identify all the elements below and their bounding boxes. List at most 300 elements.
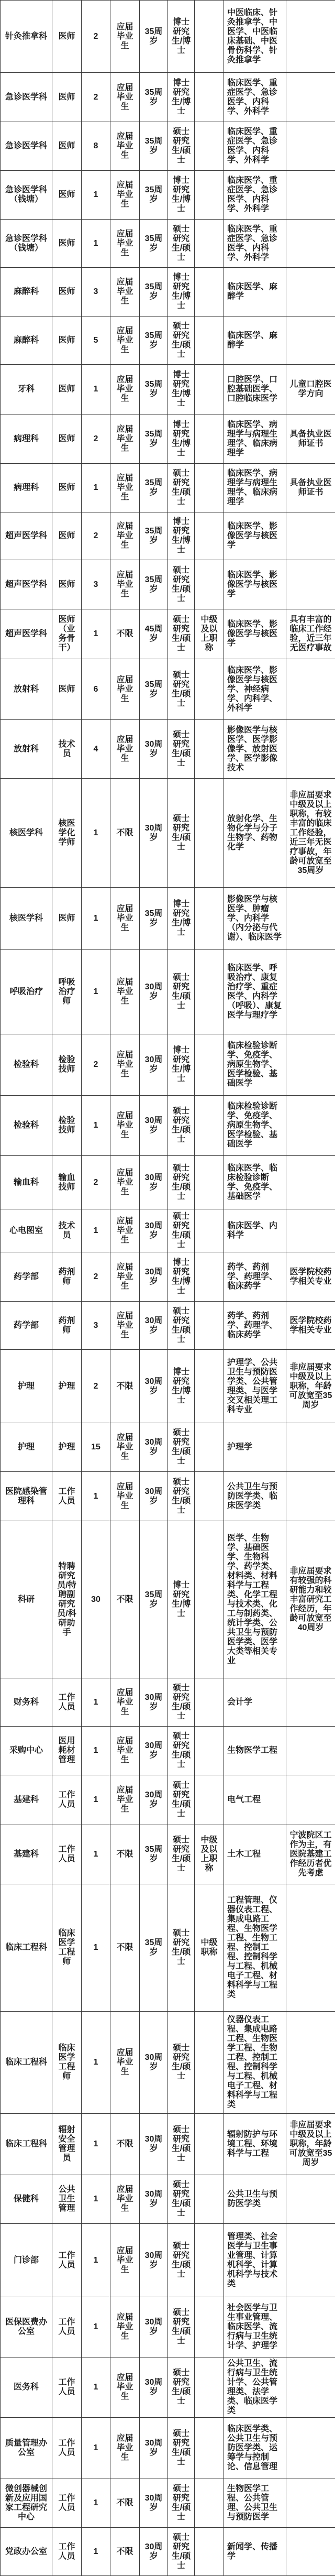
cell-position: 工作人员 xyxy=(52,2297,82,2357)
cell-degree: 硕士研究生/硕士 xyxy=(168,2012,195,2114)
cell-note: 医学院校药学相关专业 xyxy=(286,1252,335,1302)
cell-note: 儿童口腔医学方向 xyxy=(286,365,335,414)
cell-title xyxy=(195,1209,224,1252)
cell-grad: 不限 xyxy=(110,1825,140,1884)
cell-age: 30周岁 xyxy=(140,1775,168,1825)
table-row xyxy=(1,779,335,888)
cell-degree: 硕士研究生/硕士 xyxy=(168,1302,195,1350)
cell-age: 35周岁 xyxy=(140,365,168,414)
cell-position: 医用耗材管理 xyxy=(52,1727,82,1775)
cell-note xyxy=(286,950,335,1034)
table-row xyxy=(1,1209,335,1252)
cell-age: 30周岁 xyxy=(140,2357,168,2418)
cell-department: 检验科 xyxy=(1,1034,52,1096)
cell-degree: 博士研究生/博士 xyxy=(168,1252,195,1302)
cell-department: 保健科 xyxy=(1,2175,52,2224)
cell-majors: 护理学 xyxy=(224,1423,286,1472)
cell-degree: 硕士研究生/硕士 xyxy=(168,950,195,1034)
cell-title xyxy=(195,1096,224,1156)
cell-position: 核医学化学师 xyxy=(52,779,82,888)
table-row xyxy=(1,560,335,609)
cell-age: 35周岁 xyxy=(140,73,168,122)
table-row xyxy=(1,414,335,464)
cell-degree: 硕士研究生/硕士 xyxy=(168,2175,195,2224)
cell-position: 工作人员 xyxy=(52,2224,82,2297)
table-row xyxy=(1,659,335,720)
cell-title xyxy=(195,1727,224,1775)
cell-majors: 临床医学、影像医学与核医学 xyxy=(224,512,286,560)
cell-majors: 临床医学、麻醉学 xyxy=(224,316,286,365)
cell-count: 1 xyxy=(82,1884,110,2012)
cell-note xyxy=(286,1678,335,1727)
cell-position: 工作人员 xyxy=(52,2528,82,2576)
cell-position: 药剂师 xyxy=(52,1252,82,1302)
cell-department: 超声医学科 xyxy=(1,512,52,560)
cell-majors: 药学、药剂学、药理学、临床药学 xyxy=(224,1252,286,1302)
cell-title xyxy=(195,220,224,268)
cell-count: 2 xyxy=(82,1156,110,1209)
cell-count: 1 xyxy=(82,1678,110,1727)
cell-grad: 不限 xyxy=(110,1350,140,1423)
cell-note xyxy=(286,2175,335,2224)
cell-grad: 应届毕业生 xyxy=(110,1,140,73)
cell-majors: 仪器仪表工程、集成电路工程、生物医学工程、生物工程、控制工程、控制科学与工程、机械电子工程、材料科学与工程类 xyxy=(224,2012,286,2114)
cell-majors: 公共卫生、流行病与卫生统计学、公共管理类、法学类、临床医学类 xyxy=(224,2357,286,2418)
cell-grad: 应届毕业生 xyxy=(110,414,140,464)
cell-grad: 不限 xyxy=(110,609,140,659)
cell-majors: 中医临床、针灸推拿学、中医学、中医临床基础、中医骨伤科学、针灸推拿学 xyxy=(224,1,286,73)
cell-grad: 应届毕业生 xyxy=(110,1472,140,1521)
cell-note xyxy=(286,2418,335,2479)
cell-grad: 应届毕业生 xyxy=(110,720,140,779)
cell-grad: 应届毕业生 xyxy=(110,1034,140,1096)
cell-position: 医师 xyxy=(52,171,82,220)
cell-position: 辐射安全管理员 xyxy=(52,2114,82,2175)
cell-age: 35周岁 xyxy=(140,888,168,950)
cell-title xyxy=(195,720,224,779)
cell-note: 非应届要求中级及以上职称，有较丰富的临床工作经验，近三年无医疗事故，年龄可放宽至35周岁 xyxy=(286,779,335,888)
cell-grad: 应届毕业生 xyxy=(110,1156,140,1209)
cell-degree: 硕士研究生/硕士 xyxy=(168,1678,195,1727)
cell-grad: 应届毕业生 xyxy=(110,2012,140,2114)
cell-majors: 临床医学、重症医学、急诊医学、内科学、外科学 xyxy=(224,122,286,171)
cell-note xyxy=(286,1884,335,2012)
cell-degree: 博士研究生/博士 xyxy=(168,1,195,73)
cell-note: 非应届要求中级及以上职称，年龄可放宽至35周岁 xyxy=(286,2114,335,2175)
cell-note xyxy=(286,1727,335,1775)
table-row xyxy=(1,512,335,560)
cell-age: 35周岁 xyxy=(140,1825,168,1884)
cell-position: 药剂师 xyxy=(52,1302,82,1350)
cell-count: 3 xyxy=(82,560,110,609)
cell-degree: 硕士研究生/硕士 xyxy=(168,220,195,268)
cell-count: 2 xyxy=(82,73,110,122)
cell-position: 医师（业务骨干） xyxy=(52,609,82,659)
cell-count: 1 xyxy=(82,2479,110,2528)
cell-degree: 博士研究生/博士 xyxy=(168,414,195,464)
cell-note: 宁波院区工作为主，有医院基建工作经历者优先考虑 xyxy=(286,1825,335,1884)
cell-department: 核医学科 xyxy=(1,779,52,888)
cell-majors: 社会医学与卫生事业管理、临床医学、流行病与卫生统计学、护理学 xyxy=(224,2297,286,2357)
table-row xyxy=(1,2528,335,2576)
table-row xyxy=(1,2175,335,2224)
cell-count: 1 xyxy=(82,779,110,888)
cell-grad: 应届毕业生 xyxy=(110,2297,140,2357)
cell-majors: 影像医学与核医学、肿瘤学、内科学（内分泌与代谢）、临床医学 xyxy=(224,888,286,950)
cell-title: 中级职称 xyxy=(195,1884,224,2012)
cell-grad: 不限 xyxy=(110,1884,140,2012)
cell-degree: 硕士研究生/硕士 xyxy=(168,2224,195,2297)
cell-count: 15 xyxy=(82,1423,110,1472)
cell-age: 30周岁 xyxy=(140,2297,168,2357)
cell-position: 技术员 xyxy=(52,1209,82,1252)
cell-majors: 影像医学与核医学、医学影像学、放射医学、医学影像技术 xyxy=(224,720,286,779)
cell-department: 医院感染管理科 xyxy=(1,1472,52,1521)
cell-department: 临床工程科 xyxy=(1,2012,52,2114)
cell-note xyxy=(286,1034,335,1096)
cell-note xyxy=(286,316,335,365)
cell-degree: 硕士研究生/硕士 xyxy=(168,464,195,512)
cell-department: 护理 xyxy=(1,1423,52,1472)
cell-note xyxy=(286,888,335,950)
table-row xyxy=(1,1252,335,1302)
cell-grad: 应届毕业生 xyxy=(110,464,140,512)
cell-grad: 应届毕业生 xyxy=(110,560,140,609)
cell-count: 1 xyxy=(82,2297,110,2357)
cell-degree: 硕士研究生/硕士 xyxy=(168,720,195,779)
cell-position: 医师 xyxy=(52,73,82,122)
cell-age: 35周岁 xyxy=(140,1,168,73)
cell-title xyxy=(195,171,224,220)
cell-department: 放射科 xyxy=(1,720,52,779)
cell-age: 30周岁 xyxy=(140,720,168,779)
cell-degree: 硕士研究生/硕士 xyxy=(168,1156,195,1209)
cell-department: 财务科 xyxy=(1,1678,52,1727)
cell-grad: 不限 xyxy=(110,779,140,888)
cell-grad: 应届毕业生 xyxy=(110,1678,140,1727)
cell-count: 1 xyxy=(82,950,110,1034)
table-row xyxy=(1,2297,335,2357)
cell-count: 1 xyxy=(82,1472,110,1521)
cell-department: 急诊医学科（钱塘） xyxy=(1,220,52,268)
cell-majors: 放射化学、生物化学与分子生物学、药物化学 xyxy=(224,779,286,888)
cell-title xyxy=(195,1302,224,1350)
cell-age: 30周岁 xyxy=(140,1034,168,1096)
cell-department: 党政办公室 xyxy=(1,2528,52,2576)
cell-majors: 口腔医学、口腔基础医学、口腔临床医学 xyxy=(224,365,286,414)
cell-position: 工作人员 xyxy=(52,1825,82,1884)
cell-grad: 应届毕业生 xyxy=(110,1209,140,1252)
cell-note xyxy=(286,268,335,316)
cell-position: 医师 xyxy=(52,122,82,171)
cell-note xyxy=(286,659,335,720)
cell-age: 30周岁 xyxy=(140,1156,168,1209)
cell-title xyxy=(195,2224,224,2297)
cell-age: 35周岁 xyxy=(140,512,168,560)
cell-department: 病理科 xyxy=(1,414,52,464)
cell-department: 放射科 xyxy=(1,659,52,720)
cell-grad: 应届毕业生 xyxy=(110,122,140,171)
cell-title xyxy=(195,512,224,560)
cell-majors: 公共卫生与预防医学类 xyxy=(224,2175,286,2224)
cell-count: 1 xyxy=(82,2528,110,2576)
cell-position: 工作人员 xyxy=(52,1472,82,1521)
cell-note xyxy=(286,1096,335,1156)
cell-age: 30周岁 xyxy=(140,1302,168,1350)
cell-count: 1 xyxy=(82,1775,110,1825)
table-row xyxy=(1,1521,335,1678)
recruitment-table-body xyxy=(1,1,335,2576)
cell-department: 质量管理办公室 xyxy=(1,2418,52,2479)
cell-grad: 不限 xyxy=(110,2479,140,2528)
cell-count: 2 xyxy=(82,1252,110,1302)
cell-grad: 应届毕业生 xyxy=(110,73,140,122)
cell-count: 1 xyxy=(82,171,110,220)
cell-note xyxy=(286,73,335,122)
cell-count: 30 xyxy=(82,1521,110,1678)
cell-position: 临床医学工程师 xyxy=(52,1884,82,2012)
cell-department: 临床工程科 xyxy=(1,2114,52,2175)
cell-age: 30周岁 xyxy=(140,2224,168,2297)
cell-department: 药学部 xyxy=(1,1252,52,1302)
cell-count: 1 xyxy=(82,1096,110,1156)
cell-department: 急诊医学科 xyxy=(1,73,52,122)
cell-count: 3 xyxy=(82,268,110,316)
cell-majors: 临床医学、影像医学与核医学 xyxy=(224,560,286,609)
cell-title xyxy=(195,2479,224,2528)
cell-position: 医师 xyxy=(52,560,82,609)
cell-position: 检验技师 xyxy=(52,1096,82,1156)
cell-title xyxy=(195,2012,224,2114)
cell-degree: 博士研究生/博士 xyxy=(168,268,195,316)
cell-count: 1 xyxy=(82,464,110,512)
cell-count: 8 xyxy=(82,122,110,171)
cell-department: 超声医学科 xyxy=(1,609,52,659)
table-row xyxy=(1,1884,335,2012)
cell-position: 呼吸治疗师 xyxy=(52,950,82,1034)
cell-title xyxy=(195,464,224,512)
cell-degree: 硕士研究生/硕士 xyxy=(168,560,195,609)
cell-grad: 应届毕业生 xyxy=(110,2418,140,2479)
cell-count: 1 xyxy=(82,2114,110,2175)
cell-majors: 护理学、公共卫生与预防医学类、公共管理类、与医学交叉相关理工科专业 xyxy=(224,1350,286,1423)
cell-position: 护理 xyxy=(52,1423,82,1472)
cell-degree: 博士研究生/博士 xyxy=(168,171,195,220)
cell-age: 35周岁 xyxy=(140,122,168,171)
cell-note xyxy=(286,2012,335,2114)
cell-note xyxy=(286,720,335,779)
cell-department: 门诊部 xyxy=(1,2224,52,2297)
cell-title xyxy=(195,1521,224,1678)
cell-department: 针灸推拿科 xyxy=(1,1,52,73)
cell-position: 医师 xyxy=(52,365,82,414)
cell-department: 医保医费办公室 xyxy=(1,2297,52,2357)
table-row xyxy=(1,950,335,1034)
cell-majors: 临床检验诊断学、免疫学、病原生物学、医学检验、基础医学 xyxy=(224,1034,286,1096)
table-row xyxy=(1,720,335,779)
cell-majors: 管理类、社会医学与卫生事业管理、计算机科学、计算机科学与技术类 xyxy=(224,2224,286,2297)
cell-position: 临床医学工程师 xyxy=(52,2012,82,2114)
cell-age: 30周岁 xyxy=(140,2528,168,2576)
cell-department: 检验科 xyxy=(1,1096,52,1156)
cell-age: 30周岁 xyxy=(140,2479,168,2528)
cell-title xyxy=(195,316,224,365)
table-row xyxy=(1,316,335,365)
cell-age: 30周岁 xyxy=(140,1423,168,1472)
cell-count: 1 xyxy=(82,220,110,268)
cell-age: 30周岁 xyxy=(140,2012,168,2114)
cell-majors: 临床医学、临床检验诊断学、免疫学、基础医学 xyxy=(224,1156,286,1209)
table-row xyxy=(1,1350,335,1423)
cell-position: 检验技师 xyxy=(52,1034,82,1096)
cell-age: 30周岁 xyxy=(140,2418,168,2479)
cell-count: 1 xyxy=(82,1825,110,1884)
cell-majors: 电气工程 xyxy=(224,1775,286,1825)
cell-department: 采购中心 xyxy=(1,1727,52,1775)
cell-majors: 临床医学、麻醉学 xyxy=(224,268,286,316)
cell-position: 技术员 xyxy=(52,720,82,779)
cell-count: 2 xyxy=(82,414,110,464)
cell-age: 30周岁 xyxy=(140,1209,168,1252)
cell-count: 2 xyxy=(82,512,110,560)
cell-degree: 硕士研究生/硕士 xyxy=(168,1096,195,1156)
table-row xyxy=(1,1825,335,1884)
cell-note xyxy=(286,1209,335,1252)
cell-department: 急诊医学科（钱塘） xyxy=(1,171,52,220)
cell-department: 护理 xyxy=(1,1350,52,1423)
table-row xyxy=(1,1423,335,1472)
cell-grad: 应届毕业生 xyxy=(110,659,140,720)
table-row xyxy=(1,2012,335,2114)
cell-department: 麻醉科 xyxy=(1,316,52,365)
cell-grad: 应届毕业生 xyxy=(110,1096,140,1156)
cell-department: 呼吸治疗 xyxy=(1,950,52,1034)
cell-title xyxy=(195,1350,224,1423)
table-row xyxy=(1,1302,335,1350)
cell-title xyxy=(195,2114,224,2175)
cell-note xyxy=(286,1423,335,1472)
cell-position: 工作人员 xyxy=(52,1678,82,1727)
cell-age: 35周岁 xyxy=(140,316,168,365)
cell-majors: 土木工程 xyxy=(224,1825,286,1884)
cell-age: 30周岁 xyxy=(140,1252,168,1302)
cell-note xyxy=(286,1775,335,1825)
cell-position: 公共卫生管理 xyxy=(52,2175,82,2224)
cell-grad: 应届毕业生 xyxy=(110,171,140,220)
table-row xyxy=(1,220,335,268)
cell-position: 医师 xyxy=(52,268,82,316)
cell-age: 35周岁 xyxy=(140,560,168,609)
cell-position: 输血技师 xyxy=(52,1156,82,1209)
cell-count: 1 xyxy=(82,888,110,950)
cell-degree: 硕士研究生/硕士 xyxy=(168,1775,195,1825)
cell-position: 医师 xyxy=(52,659,82,720)
cell-position: 医师 xyxy=(52,220,82,268)
cell-majors: 临床医学、影像医学与核医学 xyxy=(224,609,286,659)
table-row xyxy=(1,1775,335,1825)
cell-title xyxy=(195,1252,224,1302)
cell-majors: 工程管理、仪器仪表工程、集成电路工程、生物医学工程、生物工程、控制工程、控制科学与工程、机械电子工程、材料科学与工程类 xyxy=(224,1884,286,2012)
cell-majors: 临床医学、重症医学、急诊医学、内科学、外科学 xyxy=(224,73,286,122)
cell-count: 5 xyxy=(82,316,110,365)
cell-count: 1 xyxy=(82,365,110,414)
cell-position: 医师 xyxy=(52,414,82,464)
cell-age: 30周岁 xyxy=(140,1678,168,1727)
cell-department: 临床工程科 xyxy=(1,1884,52,2012)
cell-title xyxy=(195,1423,224,1472)
cell-department: 心电图室 xyxy=(1,1209,52,1252)
cell-count: 1 xyxy=(82,2224,110,2297)
cell-count: 1 xyxy=(82,2012,110,2114)
cell-department: 科研 xyxy=(1,1521,52,1678)
cell-position: 特聘研究员/特聘副研究员/科研助手 xyxy=(52,1521,82,1678)
cell-title xyxy=(195,365,224,414)
cell-age: 45周岁 xyxy=(140,609,168,659)
cell-title: 中级及以上职称 xyxy=(195,1825,224,1884)
cell-note: 具备执业医师证书 xyxy=(286,414,335,464)
cell-degree: 博士研究生/博士 xyxy=(168,73,195,122)
cell-degree: 硕士研究生/硕士 xyxy=(168,1727,195,1775)
cell-majors: 辐射防护与环境工程、环境科学与工程 xyxy=(224,2114,286,2175)
cell-grad: 不限 xyxy=(110,2114,140,2175)
cell-count: 4 xyxy=(82,720,110,779)
cell-degree: 硕士研究生/硕士 xyxy=(168,122,195,171)
cell-title xyxy=(195,414,224,464)
table-row xyxy=(1,1472,335,1521)
cell-department: 牙科 xyxy=(1,365,52,414)
cell-majors: 新闻学、传播学 xyxy=(224,2528,286,2576)
table-row xyxy=(1,888,335,950)
cell-title xyxy=(195,2357,224,2418)
cell-position: 护理 xyxy=(52,1350,82,1423)
cell-grad: 应届毕业生 xyxy=(110,1302,140,1350)
cell-grad: 应届毕业生 xyxy=(110,2175,140,2224)
cell-grad: 应届毕业生 xyxy=(110,1727,140,1775)
cell-department: 病理科 xyxy=(1,464,52,512)
cell-age: 35周岁 xyxy=(140,220,168,268)
cell-note xyxy=(286,2224,335,2297)
cell-title xyxy=(195,1472,224,1521)
table-row xyxy=(1,1096,335,1156)
cell-grad: 应届毕业生 xyxy=(110,2224,140,2297)
cell-position: 医师 xyxy=(52,1,82,73)
cell-degree: 硕士研究生/硕士 xyxy=(168,2479,195,2528)
cell-majors: 临床医学、呼吸治疗、康复治疗学、重症医学、内科学（呼吸）、康复医学与理疗学 xyxy=(224,950,286,1034)
cell-grad: 不限 xyxy=(110,2528,140,2576)
cell-title xyxy=(195,659,224,720)
cell-majors: 临床医学、重症医学、急诊医学、内科学、外科学 xyxy=(224,171,286,220)
cell-degree: 硕士研究生/硕士 xyxy=(168,609,195,659)
cell-degree: 硕士研究生/硕士 xyxy=(168,2528,195,2576)
cell-grad: 应届毕业生 xyxy=(110,512,140,560)
cell-majors: 临床医学、重症医学、急诊医学、内科学、外科学 xyxy=(224,220,286,268)
cell-age: 30周岁 xyxy=(140,1096,168,1156)
cell-age: 30周岁 xyxy=(140,1350,168,1423)
cell-degree: 硕士研究生/硕士 xyxy=(168,1423,195,1472)
cell-count: 1 xyxy=(82,609,110,659)
table-row xyxy=(1,268,335,316)
table-row xyxy=(1,1156,335,1209)
cell-age: 35周岁 xyxy=(140,414,168,464)
cell-majors: 生物医学工程 xyxy=(224,1727,286,1775)
table-row xyxy=(1,1678,335,1727)
cell-count: 2 xyxy=(82,1,110,73)
cell-grad: 应届毕业生 xyxy=(110,1252,140,1302)
cell-department: 超声医学科 xyxy=(1,560,52,609)
cell-age: 35周岁 xyxy=(140,1884,168,2012)
cell-note xyxy=(286,512,335,560)
cell-degree: 博士研究生/博士 xyxy=(168,1521,195,1678)
